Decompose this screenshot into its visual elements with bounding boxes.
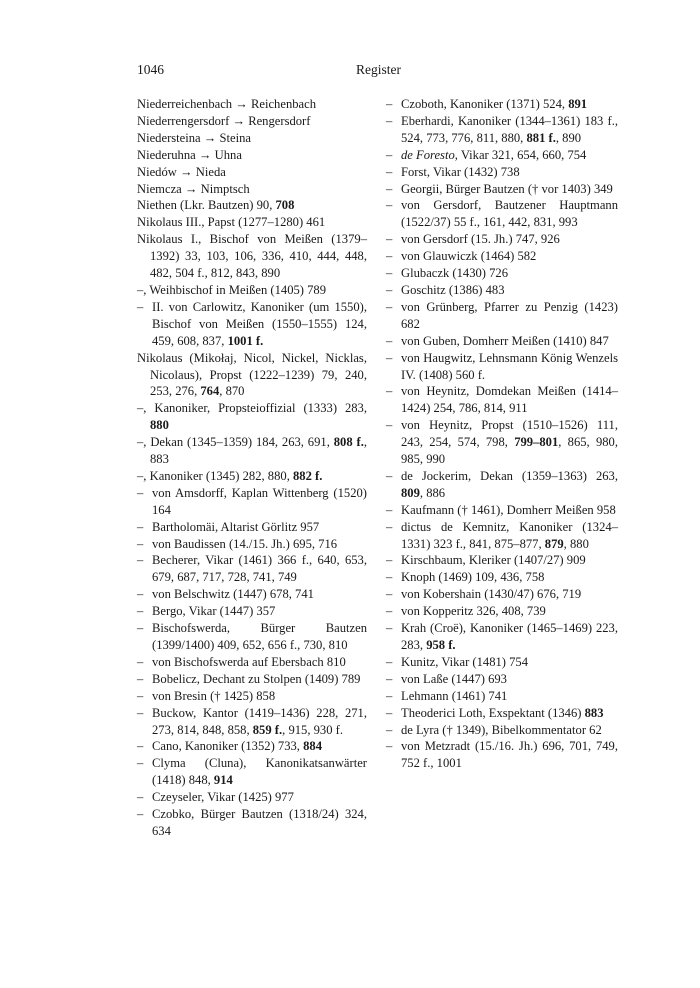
entry-text: Nikolaus III., Papst (1277–1280) 461 <box>137 215 326 230</box>
entry-text: , 870 <box>219 384 245 399</box>
entry-dash: – <box>386 604 393 619</box>
index-entry <box>386 519 618 553</box>
entry-text: de Lyra († 1349), Bibelkommentator 62 <box>401 722 602 737</box>
index-entry <box>386 96 618 113</box>
entry-dash: – <box>386 198 393 213</box>
entry-dash: – <box>137 756 144 771</box>
entry-text: von Kobershain (1430/47) 676, 719 <box>401 587 582 602</box>
entry-text: Buckow, Kantor (1419–1436) 228, 271, 273, 814, 848, 858, <box>152 705 367 737</box>
entry-text: von Glauwiczk (1464) 582 <box>401 249 537 264</box>
page-header <box>137 62 620 82</box>
page-ref-bold: 884 <box>303 739 322 754</box>
entry-dash: – <box>386 570 393 585</box>
entry-text: Niederrengersdorf → Rengersdorf <box>137 113 311 128</box>
entry-dash: – <box>137 654 144 669</box>
entry-text: Theoderici Loth, Exspektant (1346) <box>401 705 585 720</box>
entry-dash: – <box>386 418 393 433</box>
index-entry <box>137 214 367 231</box>
index-entry <box>386 671 618 688</box>
index-entry <box>386 654 618 671</box>
entry-dash: – <box>386 350 393 365</box>
index-entry <box>137 130 367 147</box>
entry-text: Nikolaus I., Bischof von Meißen (1379–1392) 33, 103, 106, 336, 410, 444, 448, 482, 504 f., 812, 843, 890 <box>137 232 367 281</box>
entry-text: Krah (Croë), Kanoniker (1465–1469) 223, 283, <box>401 621 618 652</box>
index-entry <box>137 299 367 350</box>
entry-text: Bischofswerda, Bürger Bautzen (1399/1400) 409, 652, 656 f., 730, 810 <box>152 621 367 652</box>
index-entry <box>386 383 618 417</box>
entry-text: , 880 <box>563 536 589 551</box>
entry-text: –, Kanoniker (1345) 282, 880, <box>137 468 293 483</box>
page-ref-bold: 708 <box>275 198 295 213</box>
index-entry <box>386 113 618 147</box>
entry-text: von Bresin († 1425) 858 <box>152 688 276 703</box>
entry-text: , 890 <box>555 130 582 145</box>
entry-text: Niemcza → Nimptsch <box>137 181 250 196</box>
entry-dash: – <box>386 147 393 162</box>
entry-text: Eberhardi, Kanoniker (1344–1361) 183 f., 524, 773, 776, 811, 880, <box>401 113 618 145</box>
entry-text: Kunitz, Vikar (1481) 754 <box>401 654 529 669</box>
index-entry <box>137 197 367 214</box>
index-entry <box>137 181 367 198</box>
entry-dash: – <box>386 468 393 483</box>
index-entry <box>386 738 618 772</box>
entry-dash: – <box>386 519 393 534</box>
entry-text: –, Dekan (1345–1359) 184, 263, 691, <box>137 435 334 450</box>
index-column-right <box>386 96 618 772</box>
index-entry <box>137 552 367 586</box>
entry-text: Czobko, Bürger Bautzen (1318/24) 324, 634 <box>152 807 367 838</box>
entry-text: Forst, Vikar (1432) 738 <box>401 164 520 179</box>
entry-text: , Vikar 321, 654, 660, 754 <box>454 147 587 162</box>
entry-text: Knoph (1469) 109, 436, 758 <box>401 570 545 585</box>
page-ref-bold: 799–801 <box>514 435 559 450</box>
index-entry <box>137 519 367 536</box>
index-entry <box>386 417 618 468</box>
index-entry <box>137 620 367 654</box>
entry-text: Glubaczk (1430) 726 <box>401 266 509 281</box>
index-entry <box>137 147 367 164</box>
entry-text: Czeyseler, Vikar (1425) 977 <box>152 790 294 805</box>
index-entry <box>386 248 618 265</box>
index-entry <box>137 434 367 468</box>
entry-text: Becherer, Vikar (1461) 366 f., 640, 653, 679, 687, 717, 728, 741, 749 <box>152 553 367 585</box>
entry-dash: – <box>386 688 393 703</box>
entry-dash: – <box>386 705 393 720</box>
entry-text: Georgii, Bürger Bautzen († vor 1403) 349 <box>401 181 613 196</box>
entry-text: , 883 <box>150 435 367 467</box>
entry-text: von Metzradt (15./16. Jh.) 696, 701, 749, 752 f., 1001 <box>401 739 618 771</box>
entry-text: Lehmann (1461) 741 <box>401 688 508 703</box>
entry-dash: – <box>386 384 393 399</box>
page-ref-bold: 914 <box>213 773 233 788</box>
entry-text: von Haugwitz, Lehnsmann König Wenzels IV. (1408) 560 f. <box>401 350 618 382</box>
entry-text: –, Weihbischof in Meißen (1405) 789 <box>137 282 327 297</box>
entry-dash: – <box>386 739 393 754</box>
page-ref-bold: 764 <box>200 384 220 399</box>
entry-dash: – <box>386 266 393 281</box>
entry-text: Niederuhna → Uhna <box>137 147 242 162</box>
entry-text: Goschitz (1386) 483 <box>401 282 505 297</box>
entry-dash: – <box>386 164 393 179</box>
index-entry <box>386 350 618 384</box>
entry-text: von Gersdorf, Bautzener Hauptmann (1522/37) 55 f., 161, 442, 831, 993 <box>401 198 618 230</box>
entry-dash: – <box>386 587 393 602</box>
index-entry <box>386 705 618 722</box>
index-entry <box>386 722 618 739</box>
index-entry <box>386 181 618 198</box>
entry-dash: – <box>386 299 393 314</box>
entry-dash: – <box>137 739 144 754</box>
index-entry <box>386 164 618 181</box>
page-ref-bold: 879 <box>544 536 564 551</box>
entry-dash: – <box>386 333 393 348</box>
entry-text: Niedersteina → Steina <box>137 130 252 145</box>
index-entry <box>137 586 367 603</box>
index-entry <box>137 96 367 113</box>
entry-text: Kirschbaum, Kleriker (1407/27) 909 <box>401 553 586 568</box>
index-entry <box>386 620 618 654</box>
index-entry <box>137 806 367 840</box>
entry-dash: – <box>386 232 393 247</box>
entry-dash: – <box>137 485 144 500</box>
entry-dash: – <box>137 299 144 314</box>
page-ref-bold: 881 f. <box>526 130 556 145</box>
entry-dash: – <box>137 519 144 534</box>
entry-text-italic: de Foresto <box>401 147 455 162</box>
entry-text: von Heynitz, Propst (1510–1526) 111, 243, 254, 574, 798, <box>401 418 618 450</box>
entry-text: von Kopperitz 326, 408, 739 <box>401 604 546 619</box>
entry-text: Bobelicz, Dechant zu Stolpen (1409) 789 <box>152 671 361 686</box>
index-entry <box>386 502 618 519</box>
index-entry <box>386 299 618 333</box>
running-title: Register <box>356 62 401 77</box>
entry-text: von Bischofswerda auf Ebersbach 810 <box>152 654 346 669</box>
entry-text: Bergo, Vikar (1447) 357 <box>152 604 276 619</box>
entry-dash: – <box>386 722 393 737</box>
page-ref-bold: 809 <box>401 485 420 500</box>
entry-text: Cano, Kanoniker (1352) 733, <box>152 739 304 754</box>
entry-dash: – <box>137 790 144 805</box>
entry-text: Czoboth, Kanoniker (1371) 524, <box>401 97 569 111</box>
index-entry <box>137 738 367 755</box>
entry-text: Niederreichenbach → Reichenbach <box>137 97 317 111</box>
index-entry <box>137 282 367 299</box>
entry-dash: – <box>137 621 144 636</box>
entry-text: von Guben, Domherr Meißen (1410) 847 <box>401 333 609 348</box>
index-entry <box>386 603 618 620</box>
entry-dash: – <box>386 553 393 568</box>
entry-dash: – <box>386 502 393 517</box>
page-ref-bold: 808 f. <box>333 435 364 450</box>
index-entry <box>386 231 618 248</box>
entry-dash: – <box>386 282 393 297</box>
index-entry <box>137 113 367 130</box>
index-entry <box>386 333 618 350</box>
entry-text: von Gersdorf (15. Jh.) 747, 926 <box>401 232 560 247</box>
entry-dash: – <box>386 249 393 264</box>
page-ref-bold: 1001 f. <box>227 333 264 348</box>
entry-text: von Grünberg, Pfarrer zu Penzig (1423) 682 <box>401 299 618 331</box>
index-entry <box>137 688 367 705</box>
entry-text: Niedów → Nieda <box>137 164 226 179</box>
entry-text: dictus de Kemnitz, Kanoniker (1324–1331) 323 f., 841, 875–877, <box>401 519 618 551</box>
entry-text: , 915, 930 f. <box>282 722 344 737</box>
index-entry <box>386 197 618 231</box>
index-entry <box>137 231 367 282</box>
index-entry <box>386 552 618 569</box>
entry-text: Bartholomäi, Altarist Görlitz 957 <box>152 519 320 534</box>
entry-text: von Amsdorff, Kaplan Wittenberg (1520) 164 <box>152 485 367 517</box>
index-entry <box>386 282 618 299</box>
entry-dash: – <box>386 97 393 111</box>
page-ref-bold: 882 f. <box>293 468 323 483</box>
entry-dash: – <box>137 671 144 686</box>
index-entry <box>137 536 367 553</box>
index-entry <box>137 164 367 181</box>
index-entry <box>137 755 367 789</box>
index-entry <box>137 485 367 519</box>
index-entry <box>386 688 618 705</box>
entry-dash: – <box>137 536 144 551</box>
entry-text: von Belschwitz (1447) 678, 741 <box>152 587 314 602</box>
entry-text: , 865, 980, 985, 990 <box>401 435 619 467</box>
index-entry <box>386 468 618 502</box>
entry-text: Clyma (Cluna), Kanonikatsanwärter (1418) 848, <box>152 756 367 788</box>
index-entry <box>137 400 367 434</box>
entry-text: von Baudissen (14./15. Jh.) 695, 716 <box>152 536 338 551</box>
entry-dash: – <box>386 671 393 686</box>
entry-dash: – <box>386 181 393 196</box>
entry-dash: – <box>386 113 393 128</box>
index-entry <box>137 671 367 688</box>
entry-dash: – <box>386 654 393 669</box>
entry-dash: – <box>137 553 144 568</box>
index-entry <box>137 705 367 739</box>
page-ref-bold: 958 f. <box>426 638 456 652</box>
entry-dash: – <box>137 604 144 619</box>
entry-dash: – <box>137 587 144 602</box>
entry-dash: – <box>386 621 393 636</box>
entry-text: von Heynitz, Domdekan Meißen (1414–1424) 254, 786, 814, 911 <box>401 384 618 416</box>
index-column-left <box>137 96 367 840</box>
entry-dash: – <box>137 807 144 822</box>
page-ref-bold: 883 <box>584 705 604 720</box>
entry-text: II. von Carlowitz, Kanoniker (um 1550), Bischof von Meißen (1550–1555) 124, 459, 608, 837, <box>152 299 367 348</box>
entry-text: de Jockerim, Dekan (1359–1363) 263, <box>401 468 618 483</box>
index-entry <box>137 654 367 671</box>
index-entry <box>137 789 367 806</box>
entry-text: Nikolaus (Mikołaj, Nicol, Nickel, Nicklas, Nicolaus), Propst (1222–1239) 79, 240, 253, 276, <box>137 350 367 399</box>
page-ref-bold: 880 <box>150 418 169 433</box>
entry-text: , 886 <box>419 485 446 500</box>
page-ref-bold: 859 f. <box>252 722 283 737</box>
index-entry <box>386 265 618 282</box>
entry-text: Niethen (Lkr. Bautzen) 90, <box>137 198 276 213</box>
index-entry <box>137 603 367 620</box>
entry-text: von Laße (1447) 693 <box>401 671 507 686</box>
entry-dash: – <box>137 688 144 703</box>
entry-text: Kaufmann († 1461), Domherr Meißen 958 <box>401 502 616 517</box>
index-entry <box>137 468 367 485</box>
page-number: 1046 <box>137 62 164 77</box>
index-entry <box>386 147 618 164</box>
index-entry <box>386 586 618 603</box>
page-ref-bold: 891 <box>568 97 588 111</box>
index-entry <box>137 350 367 401</box>
entry-dash: – <box>137 705 144 720</box>
entry-text: –, Kanoniker, Propsteioffizial (1333) 283, <box>137 401 367 416</box>
index-entry <box>386 569 618 586</box>
